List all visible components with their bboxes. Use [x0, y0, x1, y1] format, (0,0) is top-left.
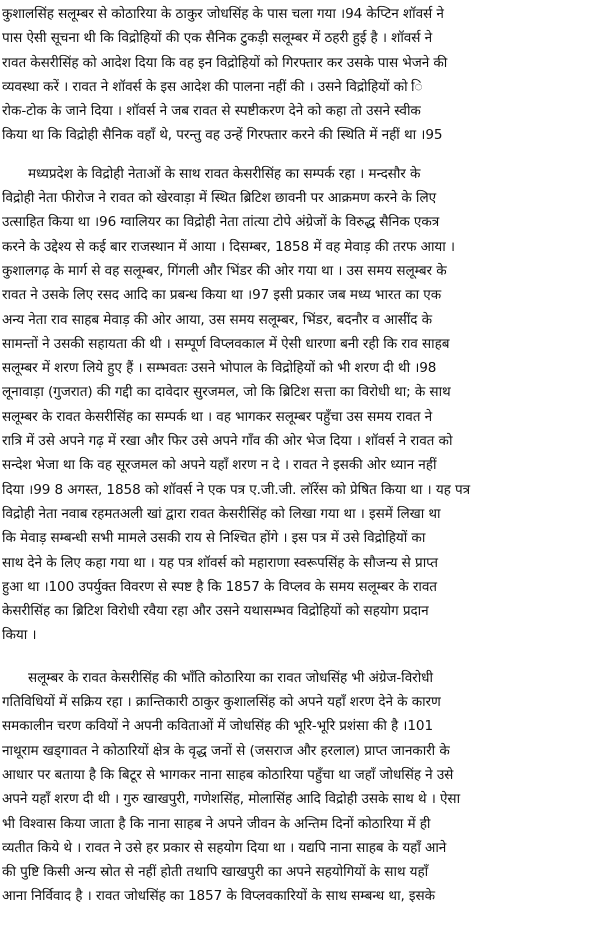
text-line: करने के उद्देश्य से कई बार राजस्थान में आया । दिसम्बर, 1858 में वह मेवाड़ की तरफ आया । — [2, 238, 455, 255]
text-line: अपने यहाँ शरण दी थी । गुरु खाखपुरी, गणेशसिंह, मोलासिंह आदि विद्रोही उसके साथ थे । ऐसा — [2, 791, 461, 808]
text-line: विद्रोही नेता फीरोज ने रावत को खेरवाड़ा में स्थित ब्रिटिश छावनी पर आक्रमण करने के लिए — [2, 190, 436, 207]
text-line: आधार पर बताया है कि बिटूर से भागकर नाना साहब कोठारिया पहुँचा था जहाँ जोधसिंह ने उसे — [2, 766, 454, 783]
text-line: केसरीसिंह का ब्रिटिश विरोधी रवैया रहा और उसने यथासम्भव विद्रोहियों को सहयोग प्रदान — [2, 603, 429, 620]
text-line: सामन्तों ने उसकी सहायता की थी । सम्पूर्ण विप्लवकाल में ऐसी धारणा बनी रही कि राव साहब — [2, 335, 450, 352]
text-line: भी विश्वास किया जाता है कि नाना साहब ने अपने जीवन के अन्तिम दिनों कोठारिया में ही — [2, 815, 431, 832]
text-line: अन्य नेता राव साहब मेवाड़ की ओर आया, उस समय सलूम्बर, भिंडर, बदनौर व आसींद के — [2, 311, 432, 328]
text-line: कि मेवाड़ सम्बन्धी सभी मामले उसकी राय से निश्चित होंगे । इस पत्र में उसे विद्रोहियों का — [2, 530, 426, 547]
text-line: रावत ने उसके लिए रसद आदि का प्रबन्ध किया था ।97 इसी प्रकार जब मध्य भारत का एक — [2, 287, 442, 304]
paragraph-3 — [0, 666, 600, 909]
text-line: व्यतीत किये थे । रावत ने उसे हर प्रकार से सहयोग दिया था । यद्यपि नाना साहब के यहाँ आने — [2, 839, 447, 856]
text-line: सन्देश भेजा था कि वह सूरजमल को अपने यहाँ शरण न दे । रावत ने इसकी ओर ध्यान नहीं — [2, 457, 437, 474]
paragraph-1 — [0, 0, 600, 148]
paragraph-2 — [0, 162, 600, 648]
text-line: साथ देने के लिए कहा गया था । यह पत्र शॉवर्स को महाराणा स्वरूपसिंह के सौजन्य से प्राप्त — [2, 554, 438, 571]
text-line: उत्साहित किया था ।96 ग्वालियर का विद्रोही नेता तांत्या टोपे अंग्रेजों के विरुद्ध सैनिक एकत्र — [2, 214, 440, 231]
text-line: मध्यप्रदेश के विद्रोही नेताओं के साथ रावत केसरीसिंह का सम्पर्क रहा । मन्दसौर के — [28, 165, 421, 182]
text-line: पास ऐसी सूचना थी कि विद्रोहियों की एक सैनिक टुकड़ी सलूम्बर में ठहरी हुई है । शॉवर्स ने — [2, 30, 433, 47]
text-line: किया । — [2, 627, 37, 644]
text-line: व्यवस्था करें । रावत ने शॉवर्स के इस आदेश की पालना नहीं की । उसने विद्रोहियों को ि — [2, 78, 423, 95]
paragraph-spacer — [0, 648, 600, 666]
text-line: विद्रोही नेता नवाब रहमतअली खां द्वारा रावत केसरीसिंह को लिखा गया था । इसमें लिखा था — [2, 505, 441, 522]
text-line: कुशालगढ़ के मार्ग से वह सलूम्बर, गिंगली और भिंडर की ओर गया था । उस समय सलूम्बर के — [2, 262, 447, 279]
text-line: रात्रि में उसे अपने गढ़ में रखा और फिर उसे अपने गाँव की ओर भेज दिया । शॉवर्स ने रावत को — [2, 433, 453, 450]
text-line: समकालीन चरण कवियों ने अपनी कविताओं में जोधसिंह की भूरि-भूरि प्रशंसा की है ।101 — [2, 718, 434, 735]
text-line: नाथूराम खड्गावत ने कोठारियों क्षेत्र के वृद्ध जनों से (जसराज और हरलाल) प्राप्त जानकारी के — [2, 742, 450, 759]
text-line: हुआ था ।100 उपर्युक्त विवरण से स्पष्ट है कि 1857 के विप्लव के समय सलूम्बर के रावत — [2, 578, 437, 595]
text-line: रोक-टोक के जाने दिया । शॉवर्स ने जब रावत से स्पष्टीकरण देने को कहा तो उसने स्वीक — [2, 103, 421, 120]
text-line: सलूम्बर के रावत केसरीसिंह का सम्पर्क था । वह भागकर सलूम्बर पहुँचा उस समय रावत ने — [2, 408, 433, 425]
text-line: किया था कि विद्रोही सैनिक वहाँ थे, परन्तु वह उन्हें गिरफ्तार करने की स्थिति में नहीं था ।95 — [2, 127, 443, 144]
text-line: दिया ।99 8 अगस्त, 1858 को शॉवर्स ने एक पत्र ए.जी.जी. लॉरेंस को प्रेषित किया था । यह पत्र — [2, 481, 470, 498]
paragraph-spacer — [0, 148, 600, 162]
text-line: लूनावाड़ा (गुजरात) की गद्दी का दावेदार सुरजमल, जो कि ब्रिटिश सत्ता का विरोधी था; के साथ — [2, 384, 451, 401]
text-line: रावत केसरीसिंह को आदेश दिया कि वह इन विद्रोहियों को गिरफ्तार कर उसके पास भेजने की — [2, 54, 448, 71]
text-line: कुशालसिंह सलूम्बर से कोठारिया के ठाकुर जोधसिंह के पास चला गया ।94 केप्टिन शॉवर्स ने — [2, 6, 444, 22]
text-line: की पुष्टि किसी अन्य स्रोत से नहीं होती तथापि खाखपुरी का अपने सहयोगियों के साथ यहाँ — [2, 864, 429, 881]
text-line: गतिविधियों में सक्रिय रहा । क्रान्तिकारी ठाकुर कुशालसिंह को अपने यहाँ शरण देने के कारण — [2, 694, 441, 711]
text-line: आना निर्विवाद है । रावत जोधसिंह का 1857 के विप्लवकारियों के साथ सम्बन्ध था, इसके — [2, 888, 435, 905]
text-line: सलूम्बर में शरण लिये हुए हैं । सम्भवतः उसने भोपाल के विद्रोहियों को भी शरण दी थी ।98 — [2, 360, 437, 377]
text-line: सलूम्बर के रावत केसरीसिंह की भाँति कोठारिया का रावत जोधसिंह भी अंग्रेज-विरोधी — [28, 669, 433, 686]
